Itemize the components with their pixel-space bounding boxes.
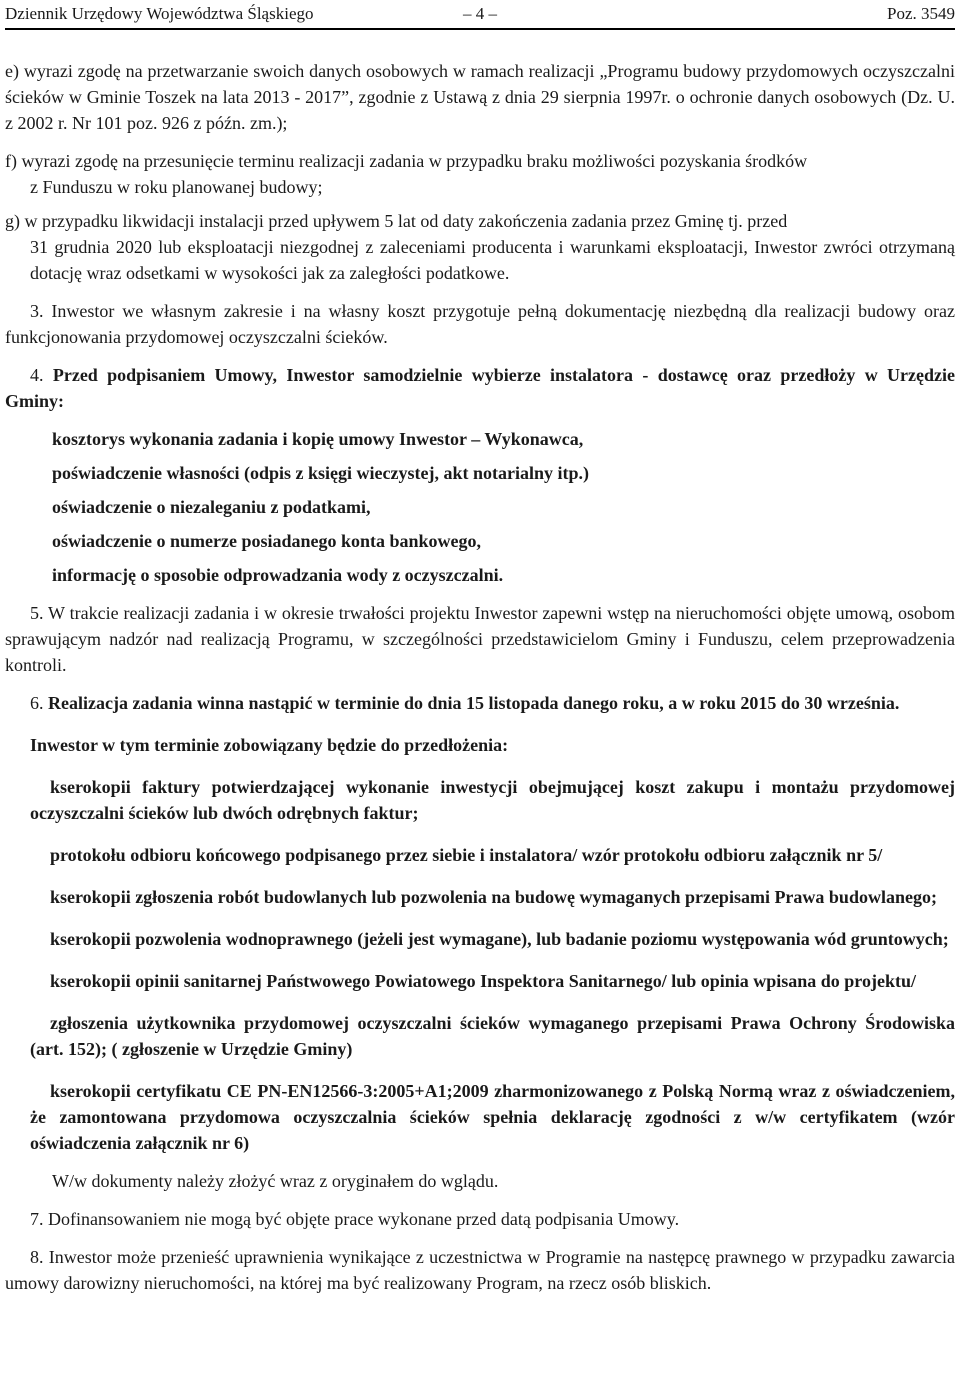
paragraph-6-note: W/w dokumenty należy złożyć wraz z oryginałem do wglądu. (52, 1171, 499, 1191)
journal-title: Dziennik Urzędowy Województwa Śląskiego (5, 4, 314, 23)
list-item: oświadczenie o niezaleganiu z podatkami, (52, 497, 371, 517)
paragraph-6 (5, 690, 955, 716)
paragraph-8: 8. Inwestor może przenieść uprawnienia wynikające z uczestnictwa w Programie na następcę prawnego w przypadku zawarcia umowy darowizny nieruchomości, na której ma być realizowany Program, na rzecz osób bliskich. (5, 1247, 955, 1293)
item-e: e) wyrazi zgodę na przetwarzanie swoich danych osobowych w ramach realizacji „Programu budowy przydomowych oczyszczalni ścieków w Gminie Toszek na lata 2013 - 2017”, zgodnie z Ustawą z dnia 29 sierpnia 1997r. o ochronie danych osobowych (Dz. U. z 2002 r. Nr 101 poz. 926 z późn. zm.); (5, 61, 955, 133)
list-item: protokołu odbioru końcowego podpisanego przez siebie i instalatora/ wzór protokołu odbioru załącznik nr 5/ (50, 845, 883, 865)
paragraph-6-text: Realizacja zadania winna nastąpić w terminie do dnia 15 listopada danego roku, a w roku 2015 do 30 września. (48, 693, 900, 713)
list-item: informację o sposobie odprowadzania wody z oczyszczalni. (52, 565, 504, 585)
list-item: zgłoszenia użytkownika przydomowej oczyszczalni ścieków wymaganego przepisami Prawa Ochrony Środowiska (art. 152); ( zgłoszenie w Urzędzie Gminy) (30, 1013, 955, 1059)
item-g-line1: g) w przypadku likwidacji instalacji przed upływem 5 lat od daty zakończenia zadania przez Gminę tj. przed (5, 211, 788, 231)
document-body (5, 58, 955, 1296)
list-item: oświadczenie o numerze posiadanego konta bankowego, (52, 531, 482, 551)
paragraph-6-number: 6. (30, 693, 44, 713)
paragraph-6-intro: Inwestor w tym terminie zobowiązany będzie do przedłożenia: (30, 735, 509, 755)
list-item: kserokopii pozwolenia wodnoprawnego (jeżeli jest wymagane), lub badanie poziomu występowania wód gruntowych; (50, 929, 949, 949)
list-item: kserokopii zgłoszenia robót budowlanych lub pozwolenia na budowę wymaganych przepisami Prawa budowlanego; (50, 887, 937, 907)
paragraph-7: 7. Dofinansowaniem nie mogą być objęte prace wykonane przed datą podpisania Umowy. (30, 1209, 680, 1229)
item-f-line2: z Funduszu w roku planowanej budowy; (30, 177, 323, 197)
paragraph-4-list (5, 422, 955, 592)
paragraph-5: 5. W trakcie realizacji zadania i w okresie trwałości projektu Inwestor zapewni wstęp na nieruchomości objęte umową, osobom sprawującym nadzór nad realizacją Programu, w szczególności przedstawicielom Gminy i Funduszu, celem przeprowadzenia kontroli. (5, 603, 955, 675)
list-item: kserokopii certyfikatu CE PN-EN12566-3:2005+A1;2009 zharmonizowanego z Polską Normą wraz z oświadczeniem, że zamontowana przydomowa oczyszczalnia ścieków spełnia deklarację zgodności z w/w certyfikatem (wzór oświadczenia załącznik nr 6) (30, 1081, 955, 1153)
item-g-rest: 31 grudnia 2020 lub eksploatacji niezgodnej z zaleceniami producenta i warunkami eksploatacji, Inwestor zwróci otrzymaną dotację wraz odsetkami w wysokości jak za zaległości podatkowe. (30, 237, 955, 283)
list-item: kserokopii opinii sanitarnej Państwowego Powiatowego Inspektora Sanitarnego/ lub opinia wpisana do projektu/ (50, 971, 916, 991)
item-f-line1: f) wyrazi zgodę na przesunięcie terminu realizacji zadania w przypadku braku możliwości pozyskania środków (5, 151, 808, 171)
list-item: poświadczenie własności (odpis z księgi wieczystej, akt notarialny itp.) (52, 463, 589, 483)
position-number: Poz. 3549 (887, 4, 955, 23)
paragraph-3-text: 3. Inwestor we własnym zakresie i na własny koszt przygotuje pełną dokumentację niezbędną dla realizacji budowy oraz funkcjonowania przydomowej oczyszczalni ścieków. (5, 301, 955, 347)
paragraph-4 (5, 362, 955, 414)
page-number: – 4 – (463, 4, 497, 23)
paragraph-3 (5, 298, 955, 350)
paragraph-6-list (5, 774, 955, 1156)
page-header (5, 0, 955, 30)
paragraph-4-text: Przed podpisaniem Umowy, Inwestor samodzielnie wybierze instalatora - dostawcę oraz przedłoży w Urzędzie Gminy: (5, 365, 955, 411)
list-item: kserokopii faktury potwierdzającej wykonanie inwestycji obejmującej koszt zakupu i montażu przydomowej oczyszczalni ścieków lub dwóch odrębnych faktur; (30, 777, 955, 823)
list-item: kosztorys wykonania zadania i kopię umowy Inwestor – Wykonawca, (52, 429, 584, 449)
paragraph-4-number: 4. (30, 365, 44, 385)
